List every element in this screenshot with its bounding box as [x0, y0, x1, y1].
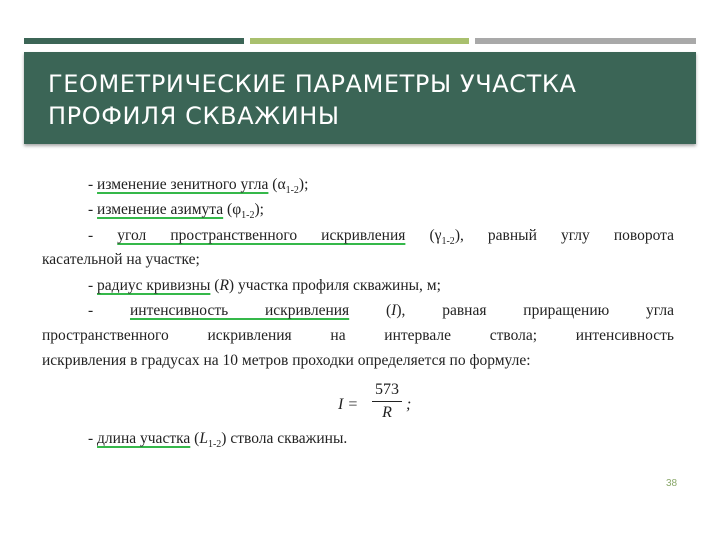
formula-suffix: ;: [406, 396, 412, 413]
list-item: - изменение азимута $(\varphi_{1-2})$;: [88, 201, 264, 222]
formula-numerator: 573: [375, 381, 399, 398]
top-accent-bars: [24, 38, 696, 44]
fraction-bar: [372, 401, 402, 402]
slide-title: [48, 68, 678, 132]
formula-lhs: I =: [338, 396, 359, 413]
term-section-length: длина участка: [97, 430, 191, 447]
term-curvature-radius: радиус кривизны: [97, 277, 211, 294]
title-line-2: ПРОФИЛЯ СКВАЖИНЫ: [48, 102, 340, 130]
term-azimuth-change: изменение азимута: [97, 201, 224, 218]
term-spatial-curvature-angle: угол пространственного искривления: [117, 227, 406, 244]
title-line-1: ГЕОМЕТРИЧЕСКИЕ ПАРАМЕТРЫ УЧАСТКА: [48, 70, 577, 98]
list-item-continuation: пространственного искривления на интервале ствола; интенсивность: [42, 327, 674, 344]
list-item: - длина участка $(L_{1-2})$ ствола скважины.: [88, 430, 348, 451]
list-item: - интенсивность искривления (I), равная приращению угла: [88, 302, 674, 319]
accent-bar-dark-green: [24, 38, 244, 44]
formula-fraction: [372, 380, 402, 423]
list-item-continuation: искривления в градусах на 10 метров проходки определяется по формуле:: [42, 352, 531, 369]
page-number: 38: [666, 478, 678, 489]
accent-bar-gray: [475, 38, 696, 44]
list-item-continuation: касательной на участке;: [42, 251, 200, 268]
list-item: - изменение зенитного угла $(\alpha_{1-2})$;: [88, 176, 309, 197]
term-curvature-intensity: интенсивность искривления: [129, 302, 350, 319]
term-zenith-change: изменение зенитного угла: [97, 176, 269, 193]
accent-bar-light-green: [250, 38, 469, 44]
list-item: - угол пространственного искривления $(\gamma_{1-2})$, равный углу поворота: [88, 227, 674, 248]
title-band: [24, 52, 696, 144]
formula-denominator: R: [382, 404, 392, 421]
list-item: - радиус кривизны (R) участка профиля скважины, м;: [88, 277, 441, 294]
